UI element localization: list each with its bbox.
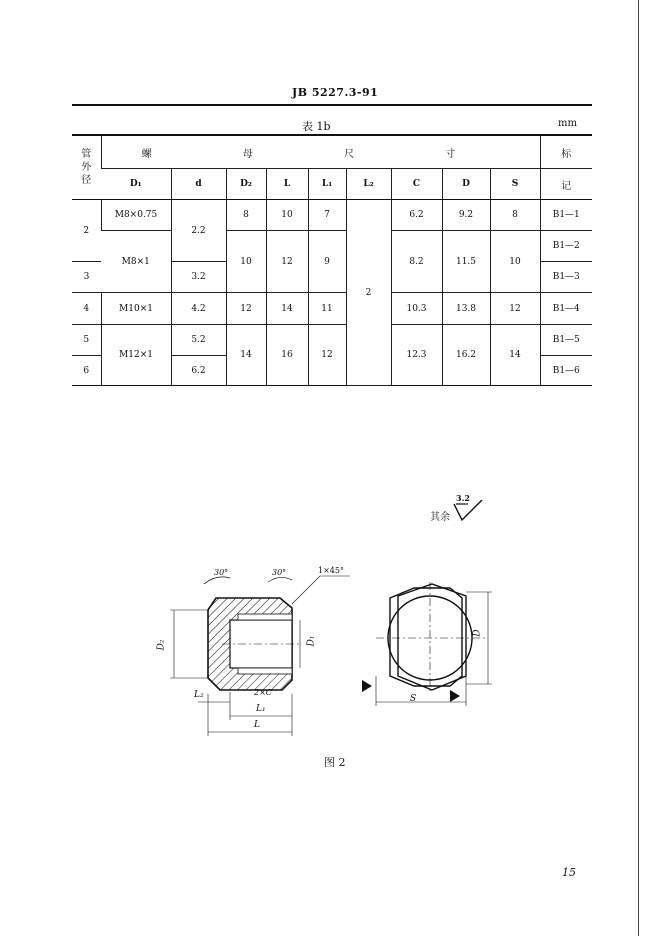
cell-mark-r2: B1—2 [540,231,592,262]
cell-mark-r4: B1—4 [540,293,592,325]
header-d: d [171,169,226,200]
header-mark-bottom: 记 [540,169,592,200]
cell-d-r3: 3.2 [171,262,226,293]
header-s: S [490,169,540,200]
cell-l-r23: 12 [266,231,308,293]
cell-d2-r23: 10 [226,231,266,293]
cell-od-2: 2 [72,200,101,262]
table-unit: mm [558,118,577,129]
cell-c-r23: 8.2 [391,231,442,293]
cell-od-5: 5 [72,325,101,356]
cell-c-r4: 10.3 [391,293,442,325]
cell-dd-r4: 13.8 [442,293,490,325]
cell-d-r5: 5.2 [171,325,226,356]
cell-l-r1: 10 [266,200,308,231]
header-c: C [391,169,442,200]
label-2c: 2×C [254,688,272,697]
cell-d-r6: 6.2 [171,356,226,386]
end-view [362,582,492,706]
cell-mark-r6: B1—6 [540,356,592,386]
nut-drawing [150,480,510,750]
label-l: L [254,720,260,730]
label-l1: L₁ [256,704,266,714]
cell-l-r56: 16 [266,325,308,386]
label-d2: D₂ [156,639,167,651]
cell-c-r1: 6.2 [391,200,442,231]
header-l2: L₂ [346,169,391,200]
cell-s-r56: 14 [490,325,540,386]
page-number: 15 [562,866,576,879]
cell-c-r56: 12.3 [391,325,442,386]
header-d1: D₁ [101,169,171,200]
cell-od-4: 4 [72,293,101,325]
standard-number: JB 5227.3-91 [292,86,379,99]
label-l2: L₂ [194,690,204,700]
cell-l1-r4: 11 [308,293,346,325]
angle-label-2: 30° [272,568,287,577]
header-d2: D₂ [226,169,266,200]
angle-label-1: 30° [214,568,229,577]
roughness-value: 3.2 [456,493,470,503]
cell-mark-r3: B1—3 [540,262,592,293]
cell-l1-r23: 9 [308,231,346,293]
table-caption: 表 1b [302,120,331,133]
cell-dd-r23: 11.5 [442,231,490,293]
roughness-label: 其余 [430,512,450,523]
cell-d-r1: 2.2 [171,200,226,262]
header-l1: L₁ [308,169,346,200]
header-l: L [266,169,308,200]
cell-d1-r56: M12×1 [101,325,171,386]
cell-dd-r1: 9.2 [442,200,490,231]
cell-d1-r1: M8×0.75 [101,200,171,231]
cell-od-6: 6 [72,356,101,386]
label-s: S [410,694,417,704]
page-edge-line [638,0,639,936]
header-dd: D [442,169,490,200]
figure-caption: 图 2 [324,756,346,769]
cell-dd-r56: 16.2 [442,325,490,386]
header-pipe-od: 管外径 [72,136,101,200]
cell-l2-shared: 2 [346,200,391,386]
nut-dimension-table [72,136,592,386]
cell-d2-r4: 12 [226,293,266,325]
cell-s-r4: 12 [490,293,540,325]
cell-d2-r1: 8 [226,200,266,231]
cell-mark-r1: B1—1 [540,200,592,231]
cell-s-r1: 8 [490,200,540,231]
cell-d1-r23: M8×1 [101,231,171,293]
label-d1: D₁ [306,635,317,647]
cell-d1-r4: M10×1 [101,293,171,325]
cell-l1-r56: 12 [308,325,346,386]
cell-d-r4: 4.2 [171,293,226,325]
cell-d2-r56: 14 [226,325,266,386]
header-rule [72,104,592,106]
cell-s-r23: 10 [490,231,540,293]
cell-mark-r5: B1—5 [540,325,592,356]
label-d: D [472,629,483,637]
cell-od-3: 3 [72,262,101,293]
cell-l-r4: 14 [266,293,308,325]
header-mark-top: 标 [540,136,592,169]
chamfer-label: 1×45° [318,566,344,575]
header-nut-dimensions: 螺 母 尺 寸 [101,136,540,169]
cell-l1-r1: 7 [308,200,346,231]
